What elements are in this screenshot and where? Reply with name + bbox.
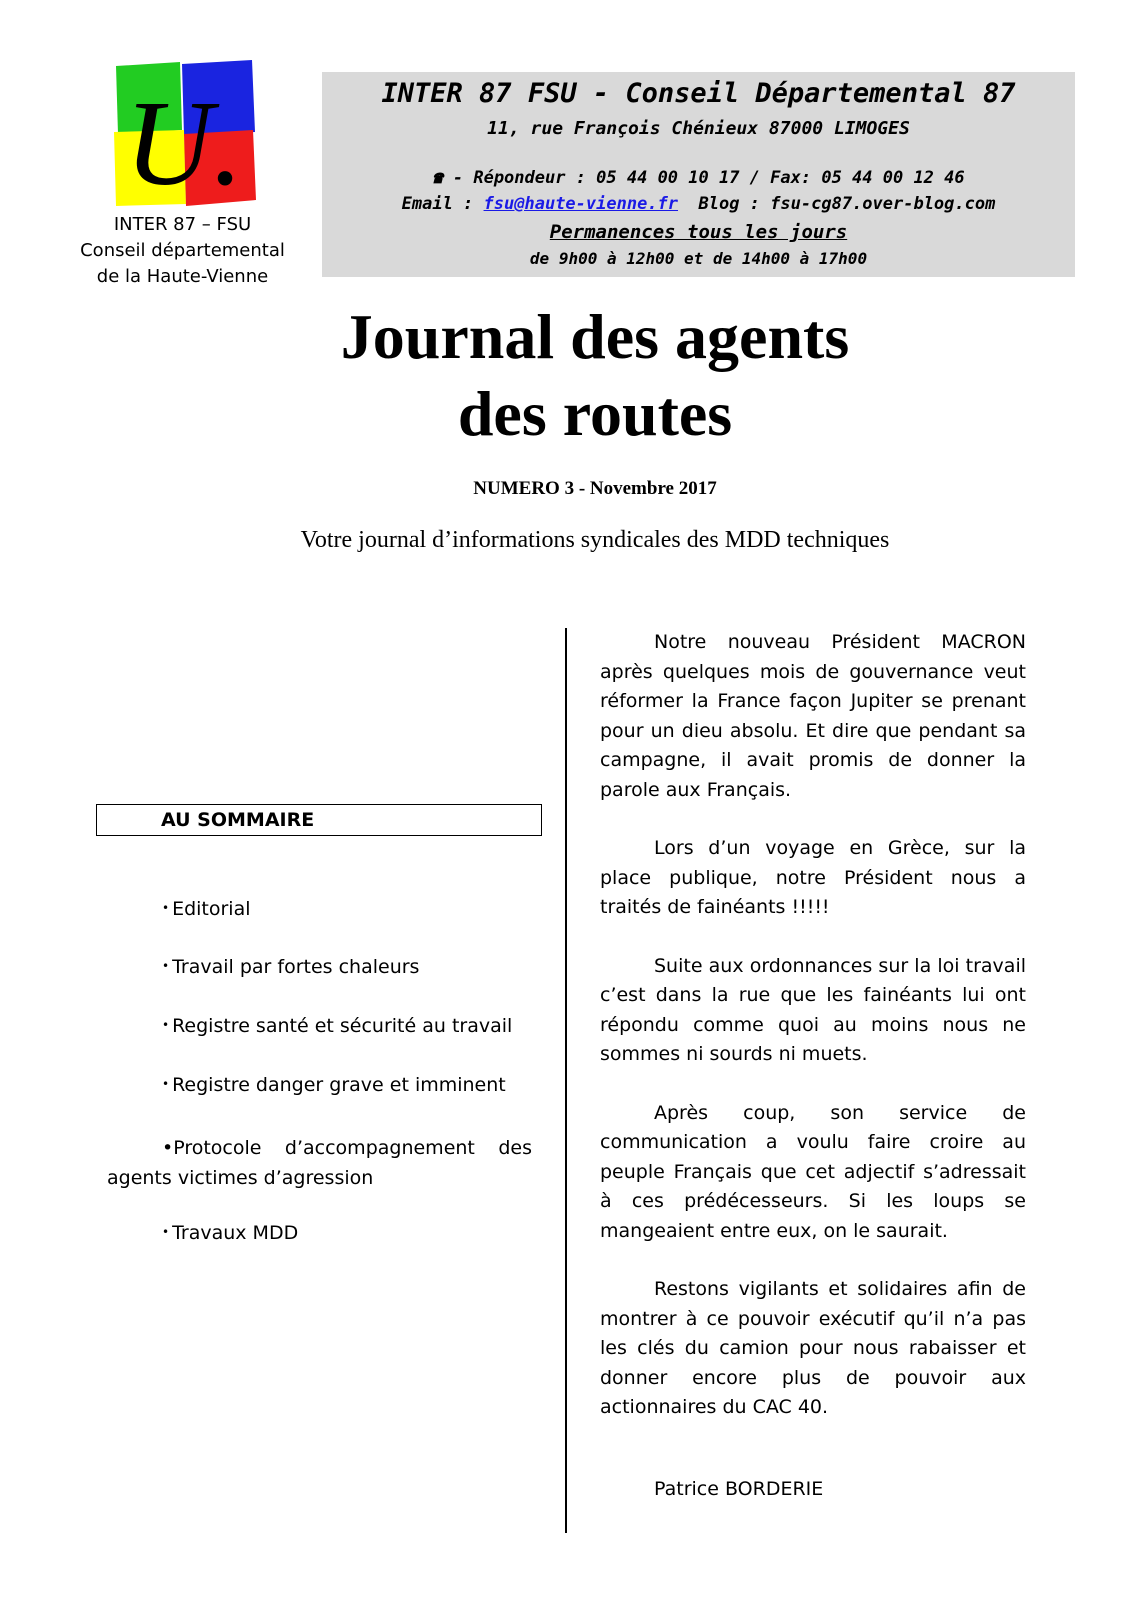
sommaire-heading-box [96, 804, 542, 836]
sommaire-title: AU SOMMAIRE [161, 809, 315, 831]
author-signature: Patrice BORDERIE [654, 1478, 824, 1500]
email-label: Email : [401, 194, 474, 214]
editorial-paragraph: Notre nouveau Président MACRON après quelques mois de gouvernance veut réformer la France façon Jupiter se prenant pour un dieu absolu. Et dire que pendant sa campagne, il avait promis de donner la parole aux Français. [600, 631, 1026, 801]
bullet-icon: • [162, 901, 170, 915]
toc-item [107, 1133, 532, 1193]
toc-item [162, 898, 251, 920]
toc-item-label: Editorial [172, 898, 251, 920]
editorial-paragraph: Suite aux ordonnances sur la loi travail c’est dans la rue que les fainéants lui ont répondu comme quoi au moins nous ne sommes ni sourds ni muets. [600, 954, 1026, 1065]
toc-word: d’accompagnement [284, 1137, 475, 1159]
toc-item-label: Travail par fortes chaleurs [172, 956, 420, 978]
toc-item [162, 1074, 506, 1096]
logo-caption [70, 212, 295, 290]
organization-title: INTER 87 FSU - Conseil Départemental 87 [381, 78, 1016, 109]
blog-url: fsu-cg87.over-blog.com [770, 194, 996, 214]
toc-item [162, 1222, 298, 1244]
logo-caption-line-3: de la Haute-Vienne [96, 266, 269, 287]
logo-letter: U. [124, 76, 244, 208]
logo-caption-line-1: INTER 87 – FSU [113, 214, 252, 235]
phone-icon: ☎ [432, 168, 443, 188]
toc-item-line-2: agents victimes d’agression [107, 1167, 374, 1189]
toc-item-label: Registre santé et sécurité au travail [172, 1015, 513, 1037]
editorial-paragraph: Restons vigilants et solidaires afin de montrer à ce pouvoir exécutif qu’il n’a pas les clés du camion pour nous rabaisser et donner encore plus de pouvoir aux actionnaires du CAC 40. [600, 1278, 1026, 1418]
journal-subtitle: Votre journal d’informations syndicales des MDD techniques [300, 527, 890, 553]
toc-item-label: Travaux MDD [172, 1222, 299, 1244]
phone-fax-numbers: - Répondeur : 05 44 00 10 17 / Fax: 05 44 00 12 46 [452, 168, 965, 188]
organization-address: 11, rue François Chénieux 87000 LIMOGES [487, 118, 910, 139]
logo-caption-line-2: Conseil départemental [80, 240, 285, 261]
editorial-paragraph: Après coup, son service de communication a voulu faire croire au peuple Français que cet adjectif s’adressait à ces prédécesseurs. Si les loups se mangeaient entre eux, on le saurait. [600, 1101, 1026, 1242]
toc-word: Protocole [173, 1137, 262, 1159]
toc-item-label: Registre danger grave et imminent [172, 1074, 506, 1096]
phone-line [322, 168, 1075, 188]
journal-title-line-2: des routes [457, 378, 733, 449]
bullet-icon: • [162, 1018, 170, 1032]
toc-item [162, 1015, 512, 1037]
column-divider [565, 628, 567, 1533]
fsu-logo-graphic [112, 60, 257, 208]
opening-hours: de 9h00 à 12h00 et de 14h00 à 17h00 [529, 249, 868, 268]
editorial-paragraph: Lors d’un voyage en Grèce, sur la place publique, notre Président nous a traités de fainéants !!!!! [600, 837, 1026, 918]
bullet-icon: • [162, 959, 170, 973]
toc-word: des [498, 1137, 532, 1159]
fsu-logo [112, 60, 257, 208]
journal-title-line-1: Journal des agents [340, 301, 850, 372]
toc-item-line-1 [107, 1133, 532, 1163]
bullet-icon: • [162, 1137, 174, 1159]
email-link[interactable]: fsu@haute-vienne.fr [483, 194, 679, 214]
editorial-article [600, 628, 1026, 1452]
issue-number: NUMERO 3 - Novembre 2017 [473, 478, 717, 499]
bullet-icon: • [162, 1077, 170, 1091]
permanences-heading: Permanences tous les jours [549, 221, 848, 243]
toc-item [162, 956, 419, 978]
contact-header-box [322, 72, 1075, 277]
web-contacts [322, 194, 1075, 214]
blog-label: Blog : [698, 194, 760, 214]
bullet-icon: • [162, 1225, 170, 1239]
journal-title [190, 298, 1000, 452]
